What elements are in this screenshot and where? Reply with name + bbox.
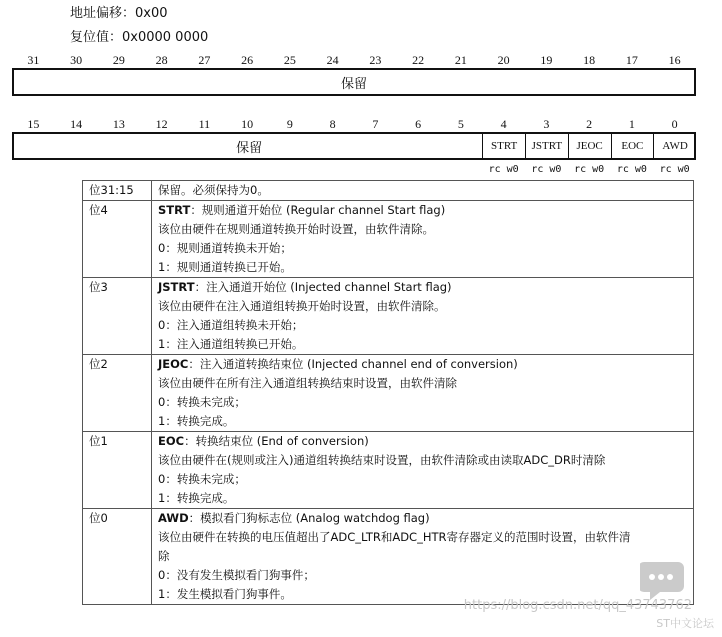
bit-number: 10 <box>241 117 254 131</box>
desc-line: 0：转换未完成； <box>158 472 246 486</box>
bit-number: 12 <box>155 117 168 131</box>
access-type: rc w0 <box>488 164 519 175</box>
bit-number: 28 <box>155 53 168 67</box>
bit-number: 13 <box>112 117 125 131</box>
field-awd: AWD <box>653 134 696 158</box>
field-name: JEOC <box>158 357 189 371</box>
field-jeoc: JEOC <box>568 134 611 158</box>
bit-number: 14 <box>70 117 83 131</box>
bit-position: 位0 <box>83 509 152 605</box>
bit-description <box>152 278 694 355</box>
desc-line: 该位由硬件在(规则或注入)通道组转换结束时设置，由软件清除或由读取ADC_DR时清除 <box>158 453 606 467</box>
bit-number: 29 <box>112 53 125 67</box>
bit-number: 7 <box>372 117 379 131</box>
bit-number: 11 <box>198 117 211 131</box>
watermark-forum: ST中文论坛 <box>656 617 714 630</box>
bit-number: 23 <box>369 53 382 67</box>
bit-number: 20 <box>497 53 510 67</box>
bit-numbers-low <box>12 117 696 131</box>
bit-position: 位31:15 <box>83 181 152 201</box>
table-row <box>83 181 694 201</box>
bit-number: 15 <box>27 117 40 131</box>
reserved-label: 保留 <box>340 76 367 92</box>
desc-title <box>158 278 687 297</box>
bit-description <box>152 509 694 605</box>
bit-number: 1 <box>628 117 635 131</box>
bit-number: 26 <box>241 53 254 67</box>
bit-numbers-high <box>12 53 696 67</box>
field-title: ：注入通道转换结束位 (Injected channel end of conversion) <box>188 357 518 371</box>
desc-line: 1：规则通道转换已开始。 <box>158 260 292 274</box>
bit-position: 位4 <box>83 201 152 278</box>
desc-line: 1：转换完成。 <box>158 491 235 505</box>
bit-number: 16 <box>668 53 681 67</box>
access-type: rc w0 <box>616 164 647 175</box>
watermark-url: https://blog.csdn.net/qq_43743762 <box>463 598 692 613</box>
table-row <box>83 278 694 355</box>
field-jstrt: JSTRT <box>525 134 568 158</box>
desc-line: 1：转换完成。 <box>158 414 235 428</box>
table-row <box>83 355 694 432</box>
desc-line: 0：注入通道组转换未开始； <box>158 318 304 332</box>
bit-number: 24 <box>326 53 339 67</box>
field-name: STRT <box>158 203 191 217</box>
bit-number: 30 <box>70 53 83 67</box>
field-eoc: EOC <box>611 134 654 158</box>
bit-number: 0 <box>671 117 678 131</box>
reserved-label: 保留 <box>236 140 263 156</box>
register-high-half <box>12 68 696 96</box>
access-type: rc w0 <box>574 164 605 175</box>
bit-number: 2 <box>586 117 593 131</box>
desc-line: 0：转换未完成； <box>158 395 246 409</box>
field-name: AWD <box>158 511 189 525</box>
field-title: ：注入通道开始位 (Injected channel Start flag) <box>194 280 452 294</box>
bit-description-table <box>82 180 694 605</box>
field-title: ：转换结束位 (End of conversion) <box>184 434 369 448</box>
bit-number: 3 <box>543 117 550 131</box>
bit-number: 17 <box>625 53 638 67</box>
desc-line: 0：没有发生模拟看门狗事件； <box>158 568 315 582</box>
desc-line: 该位由硬件在所有注入通道组转换结束时设置，由软件清除 <box>158 376 457 390</box>
desc-title <box>158 509 687 528</box>
desc-line: 0：规则通道转换未开始； <box>158 241 292 255</box>
desc-line: 除 <box>158 549 170 563</box>
bit-position: 位2 <box>83 355 152 432</box>
bit-number: 31 <box>27 53 40 67</box>
bit-number: 18 <box>583 53 596 67</box>
field-name: JSTRT <box>158 280 195 294</box>
desc-line: 1：发生模拟看门狗事件。 <box>158 587 292 601</box>
bit-number: 5 <box>457 117 464 131</box>
bit-number: 4 <box>500 117 507 131</box>
desc-line: 该位由硬件在规则通道转换开始时设置，由软件清除。 <box>158 222 434 236</box>
bit-description <box>152 181 694 201</box>
desc-title <box>158 432 687 451</box>
bit-description <box>152 432 694 509</box>
desc-title <box>158 201 687 220</box>
desc-line: 该位由硬件在注入通道组转换开始时设置，由软件清除。 <box>158 299 446 313</box>
bit-description <box>152 355 694 432</box>
desc-line: 1：注入通道组转换已开始。 <box>158 337 304 351</box>
bit-number: 6 <box>415 117 422 131</box>
bit-description <box>152 201 694 278</box>
field-strt: STRT <box>482 134 525 158</box>
desc-line: 该位由硬件在转换的电压值超出了ADC_LTR和ADC_HTR寄存器定义的范围时设置，由软件清 <box>158 530 631 544</box>
table-row <box>83 509 694 605</box>
reset-value: 复位值：0x0000 0000 <box>70 30 209 45</box>
bit-number: 8 <box>329 117 336 131</box>
address-offset: 地址偏移：0x00 <box>70 6 168 21</box>
bit-number: 27 <box>198 53 211 67</box>
table-row <box>83 432 694 509</box>
bit-number: 22 <box>412 53 425 67</box>
bit-position: 位1 <box>83 432 152 509</box>
register-low-half <box>12 132 696 160</box>
bit-number: 25 <box>283 53 296 67</box>
access-row <box>12 164 696 178</box>
bit-number: 9 <box>286 117 293 131</box>
table-row <box>83 201 694 278</box>
field-title: ：规则通道开始位 (Regular channel Start flag) <box>190 203 446 217</box>
desc-title <box>158 355 687 374</box>
access-type: rc w0 <box>659 164 690 175</box>
access-type: rc w0 <box>531 164 562 175</box>
field-name: EOC <box>158 434 185 448</box>
desc-line: 保留。必须保持为0。 <box>158 183 269 197</box>
bit-number: 21 <box>454 53 467 67</box>
field-title: ：模拟看门狗标志位 (Analog watchdog flag) <box>188 511 430 525</box>
bit-number: 19 <box>540 53 553 67</box>
bit-position: 位3 <box>83 278 152 355</box>
